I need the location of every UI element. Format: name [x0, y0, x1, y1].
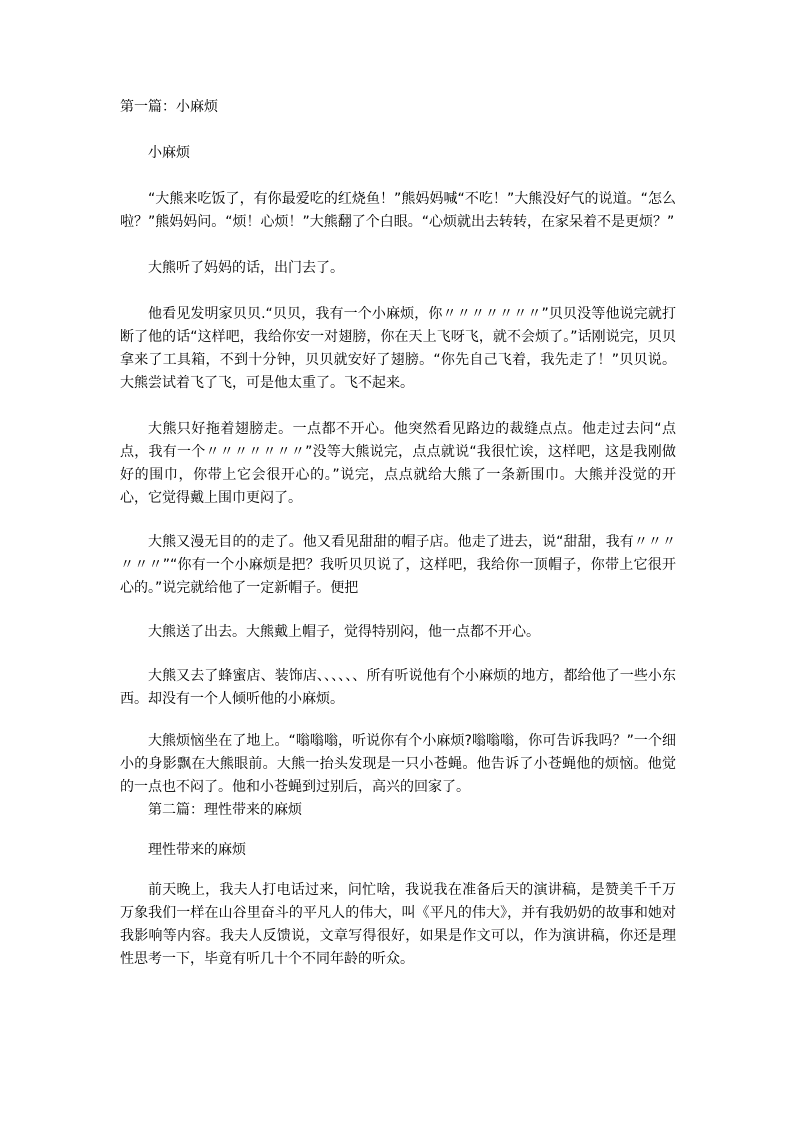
spacer — [120, 395, 676, 418]
spacer — [120, 510, 676, 531]
spacer — [120, 165, 676, 188]
paragraph-9: 前天晚上，我夫人打电话过来，问忙啥，我说我在准备后天的演讲稿，是赞美千千万万象我们一样在山谷里奋斗的平凡人的伟大，叫《平凡的伟大》，并有我奶奶的故事和她对我影响等内容。我夫人反馈说，文章写得很好，如果是作文可以，作为演讲稿，你还是理性思考一下，毕竟有听几十个不同年龄的听众。 — [120, 882, 676, 967]
spacer — [120, 862, 676, 879]
spacer — [120, 280, 676, 303]
section-1-title: 第一篇：小麻烦 — [120, 99, 218, 115]
spacer — [120, 234, 676, 257]
paragraph-5: 大熊又漫无目的的走了。他又看见甜甜的帽子店。他走了进去，说“甜甜，我有〃〃〃〃〃〃”“你有一个小麻烦是把？我听贝贝说了，这样吧，我给你一顶帽子，你带上它很开心的。”说完就给他了一定新帽子。便把 — [120, 534, 676, 596]
story-1-title: 小麻烦 — [148, 145, 190, 161]
paragraph-1: “大熊来吃饭了，有你最爱吃的红烧鱼！”熊妈妈喊“不吃！”大熊没好气的说道。“怎么啦？”熊妈妈问。“烦！心烦！”大熊翻了个白眼。“心烦就出去转转，在家呆着不是更烦？” — [120, 191, 676, 230]
paragraph-7: 大熊又去了蜂蜜店、装饰店、、、、、、所有听说他有个小麻烦的地方，都给他了一些小东西。却没有一个人倾听他的小麻烦。 — [120, 668, 676, 707]
paragraph-4: 大熊只好拖着翅膀走。一点都不开心。他突然看见路边的裁缝点点。他走过去问“点点，我有一个〃〃〃〃〃〃〃”没等大熊说完，点点就说“我很忙诶，这样吧，这是我刚做好的围巾，你带上它会很开心的。”说完，点点就给大熊了一条新围巾。大熊并没觉的开心，它觉得戴上围巾更闷了。 — [120, 421, 676, 506]
spacer — [120, 711, 676, 730]
spacer — [120, 822, 676, 839]
paragraph-3: 他看见发明家贝贝.“贝贝，我有一个小麻烦，你〃〃〃〃〃〃〃”贝贝没等他说完就打断了他的话“这样吧，我给你安一对翅膀，你在天上飞呀飞，就不会烦了。”话刚说完，贝贝拿来了工具箱，不到十分钟，贝贝就安好了翅膀。“你先自己飞着，我先走了！”贝贝说。大熊尝试着飞了飞，可是他太重了。飞不起来。 — [120, 306, 676, 391]
paragraph-2: 大熊听了妈妈的话，出门去了。 — [148, 260, 344, 276]
document-page — [120, 96, 676, 971]
spacer — [120, 644, 676, 665]
story-2-title: 理性带来的麻烦 — [148, 842, 246, 858]
section-2-title: 第二篇：理性带来的麻烦 — [148, 802, 302, 818]
paragraph-8: 大熊烦恼坐在了地上。“嗡嗡嗡，听说你有个小麻烦?嗡嗡嗡，你可告诉我吗？”一个细小的身影飘在大熊眼前。大熊一抬头发现是一只小苍蝇。他告诉了小苍蝇他的烦恼。他觉的一点也不闷了。他和小苍蝇到过别后，高兴的回家了。 — [120, 733, 676, 795]
spacer — [120, 119, 676, 142]
spacer — [120, 600, 676, 621]
paragraph-6: 大熊送了出去。大熊戴上帽子，觉得特别闷，他一点都不开心。 — [148, 624, 540, 640]
